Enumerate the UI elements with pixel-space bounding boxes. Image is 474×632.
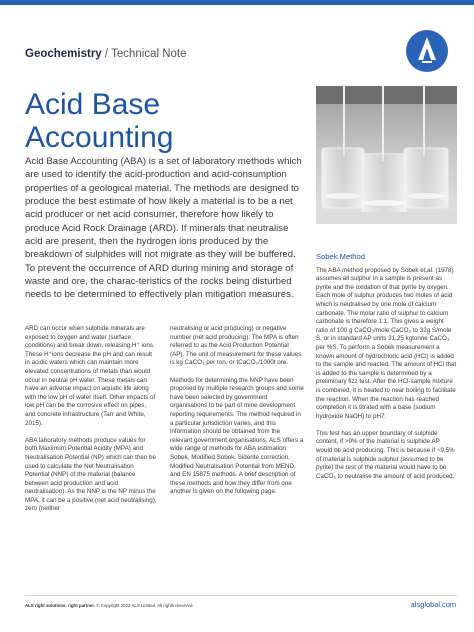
header-brand: Geochemistry bbox=[25, 48, 102, 60]
als-logo-icon bbox=[406, 30, 448, 72]
sobek-method-heading: Sobek Method bbox=[316, 252, 365, 261]
lead-paragraph: Acid Base Accounting (ABA) is a set of laboratory methods which are used to identify the acid-production and acid-consumption properties of a geological material. The methods are designed to produce the best estimate of how likely a material is to be a net acid producer or net acid consumer, therefore how likely to produce Acid Rock Drainage (ARD). If minerals that neutralise acid are present, then the hydrogen ions produced by the breakdown of sulphides will not migrate as they will be buffered. To prevent the occurrence of ARD during mining and storage of waste and ore, the charac-teristics of the rocks being disturbed needs to be determined to effectively plan mitigation measures. bbox=[25, 156, 302, 301]
footer-copyright bbox=[25, 603, 194, 608]
header-separator: / bbox=[101, 48, 112, 60]
col1-paragraph-2: ABA laboratory methods produce values for both Maximum Potential Acidity (MPA) and Neutralisation Potential (NP) which can then be used to calculate the Net Neutralisation Potential (NNP) of the material (balance between acid production and acid neutralisation). As the NNP is the NP minus the MPA, it can be a positive (net acid neutralising), zero (neither bbox=[25, 436, 157, 513]
body-column-2 bbox=[170, 325, 304, 505]
top-accent-bar bbox=[0, 0, 474, 5]
lab-beakers-photo bbox=[316, 86, 457, 224]
footer-copyright-text: © Copyright 2022 ALS Limited. All rights reserved. bbox=[95, 603, 194, 608]
col3-paragraph-1: The ABA method proposed by Sobek et.al. (1978) assumes all sulphur in a sample is present as pyrite and the oxidation of that pyrite by oxygen. Each mole of sulphur produces two moles of acid which is neutralised by one mole of calcium carbonate. The molar ratio of sulphur to calcium carbonate is therefore 1:1. This gives a weight ratio of 100 g CaCO₃/mole CaCO₃ to 32g S/mole S, or in standard AP units 31.25 kgtonne CaCO₃ per %S. To perform a Sobek measurement a known amount of hydrochloric acid (HCl) is added to the sample and reacted. The amount of HCl that is added to the sample is determined by a preliminary fizz test. After the HCl-sample mixture is combined, it is heated to near boiling to facilitate the reaction. When the reaction has reached completion it is titrated with a base (sodium hydroxide NaOH) to pH7. bbox=[316, 266, 457, 420]
body-column-1 bbox=[25, 325, 157, 523]
footer-website-link[interactable]: alsglobal.com bbox=[410, 600, 456, 609]
document-header bbox=[25, 48, 187, 60]
footer-divider bbox=[25, 595, 457, 596]
col1-paragraph-1: ARD can occur when sulphide minerals are exposed to oxygen and water (surface conditions) and break down, releasing H⁺ ions. These H⁺ions decrease the pH and can result in acidic waters which can maintain more elevated concentrations of metals than would occur in neutral pH water. These metals can have an adverse impact on aquatic life along with the low pH of water itself. Other impacts of low pH can be the corrosive effect on pipes, and concrete infrastructure (Tarr and White, 2015). bbox=[25, 325, 156, 427]
page-title bbox=[25, 88, 305, 154]
sidebar-sobek-method bbox=[316, 253, 457, 490]
col2-paragraph-1: neutralising or acid producing) or negative number (net acid producing). The MPA is often referred to as the Acid Production Potential (AP). The unit of measurement for these values is kg CaCO₃ per ton. or tCaCO₃/1000t ore. bbox=[170, 325, 302, 367]
col3-paragraph-2: This test has an upper boundary of sulphide content, if >9% of the material is sulphide AP would be acid producing. This is because if ~9.5% of material is sulphide sulphur (assumed to be pyrite) the rest of the material would have to be CaCO₃ to neutralise the amount of acid produced. bbox=[316, 429, 455, 480]
header-subtitle: Technical Note bbox=[111, 48, 187, 60]
title-line-2: Accounting bbox=[25, 121, 174, 154]
footer-tagline: ALS right solutions. right partner. bbox=[25, 603, 96, 608]
col2-paragraph-2: Methods for determining the NNP have been proposed by multiple research groups and some have been selected by government organisations to be part of mine development reporting requirements. The method required in a particular jurisdiction varies, and this information should be obtained from the relevant government organisations. ALS offers a wide range of methods for ABA estimation: Sobek, Modified Sobek, Siderite correction, Modified Neutralisation Potential from MEND, and EN 15875 methods. A brief description of these methods and how they differ from one another is given on the following page. bbox=[170, 376, 304, 496]
title-line-1: Acid Base bbox=[25, 88, 161, 121]
